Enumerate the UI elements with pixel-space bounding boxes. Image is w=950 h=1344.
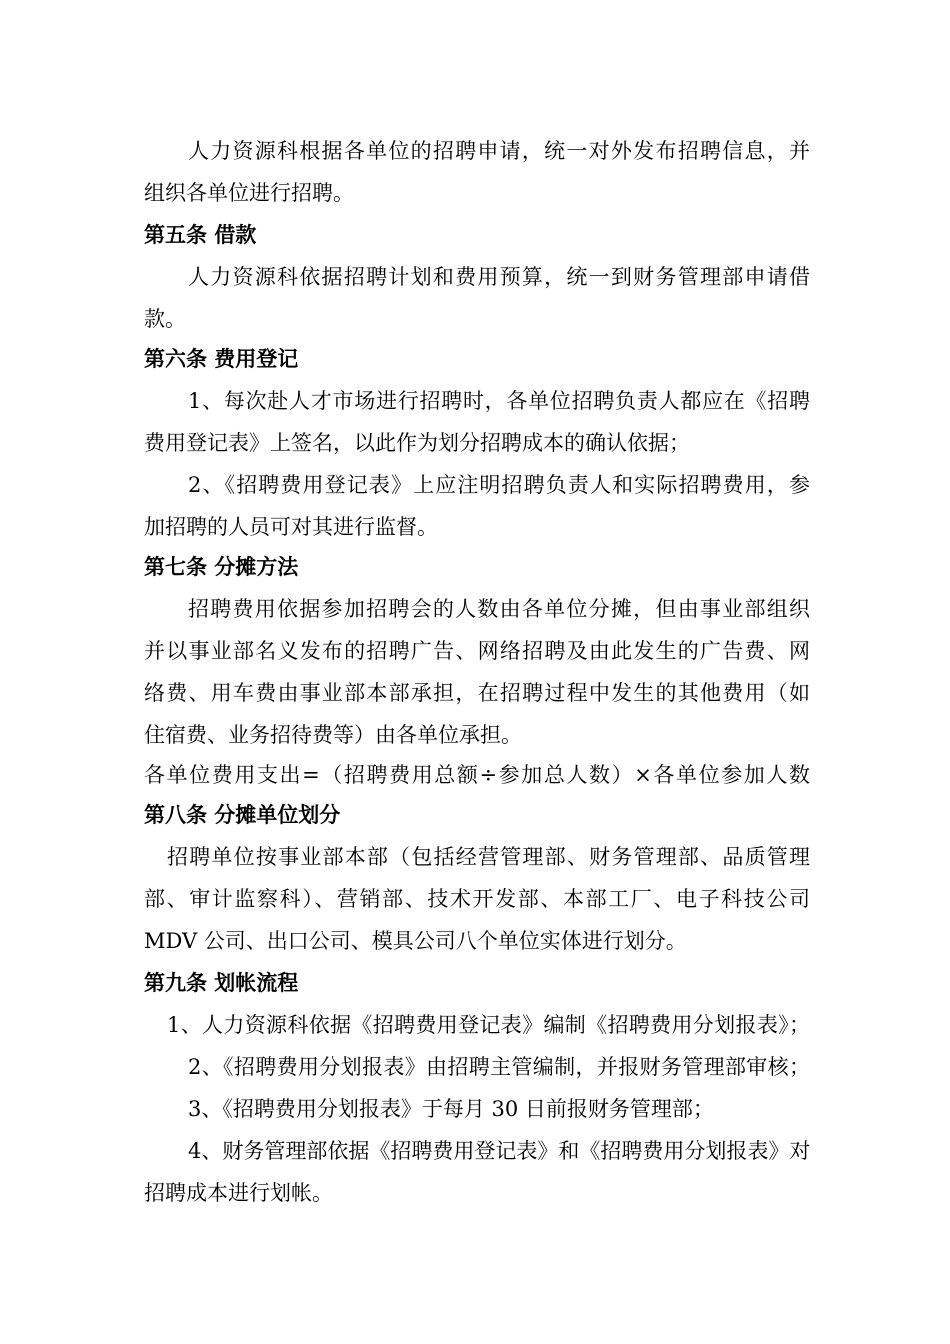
paragraph-line: 招聘单位按事业部本部（包括经营管理部、财务管理部、品质管理 bbox=[167, 845, 810, 869]
paragraph-line: 住宿费、业务招待费等）由各单位承担。 bbox=[144, 723, 522, 747]
paragraph-line: 部、审计监察科）、营销部、技术开发部、本部工厂、电子科技公司 bbox=[144, 887, 810, 911]
paragraph-line: 人力资源科根据各单位的招聘申请，统一对外发布招聘信息，并 bbox=[188, 139, 810, 163]
section-heading: 第九条 划帐流程 bbox=[144, 971, 299, 995]
list-item: 4、财务管理部依据《招聘费用登记表》和《招聘费用分划报表》对 bbox=[188, 1139, 810, 1163]
formula-line: 各单位费用支出=（招聘费用总额÷参加总人数）×各单位参加人数 bbox=[144, 763, 810, 787]
paragraph-line: 费用登记表》上签名，以此作为划分招聘成本的确认依据； bbox=[144, 431, 690, 455]
list-item: 2、《招聘费用分划报表》由招聘主管编制，并报财务管理部审核； bbox=[188, 1055, 810, 1079]
section-heading: 第七条 分摊方法 bbox=[144, 555, 299, 579]
section-heading: 第五条 借款 bbox=[144, 223, 257, 247]
paragraph-line: 招聘成本进行划帐。 bbox=[144, 1181, 333, 1205]
section-heading: 第六条 费用登记 bbox=[144, 347, 299, 371]
section-heading: 第八条 分摊单位划分 bbox=[144, 803, 341, 827]
paragraph-line: 并以事业部名义发布的招聘广告、网络招聘及由此发生的广告费、网 bbox=[144, 639, 810, 663]
list-item: 3、《招聘费用分划报表》于每月 30 日前报财务管理部； bbox=[188, 1097, 714, 1121]
paragraph-line: 款。 bbox=[144, 307, 186, 331]
paragraph-line: 组织各单位进行招聘。 bbox=[144, 181, 354, 205]
paragraph-line: 1、每次赴人才市场进行招聘时，各单位招聘负责人都应在《招聘 bbox=[188, 389, 810, 413]
list-item: 1、人力资源科依据《招聘费用登记表》编制《招聘费用分划报表》； bbox=[167, 1013, 810, 1037]
paragraph-line: 人力资源科依据招聘计划和费用预算，统一到财务管理部申请借 bbox=[188, 265, 810, 289]
paragraph-line: MDV 公司、出口公司、模具公司八个单位实体进行划分。 bbox=[144, 929, 687, 953]
paragraph-line: 2、《招聘费用登记表》上应注明招聘负责人和实际招聘费用，参 bbox=[188, 473, 810, 497]
paragraph-line: 络费、用车费由事业部本部承担，在招聘过程中发生的其他费用（如 bbox=[144, 681, 810, 705]
paragraph-line: 加招聘的人员可对其进行监督。 bbox=[144, 515, 438, 539]
paragraph-line: 招聘费用依据参加招聘会的人数由各单位分摊，但由事业部组织 bbox=[188, 597, 810, 621]
